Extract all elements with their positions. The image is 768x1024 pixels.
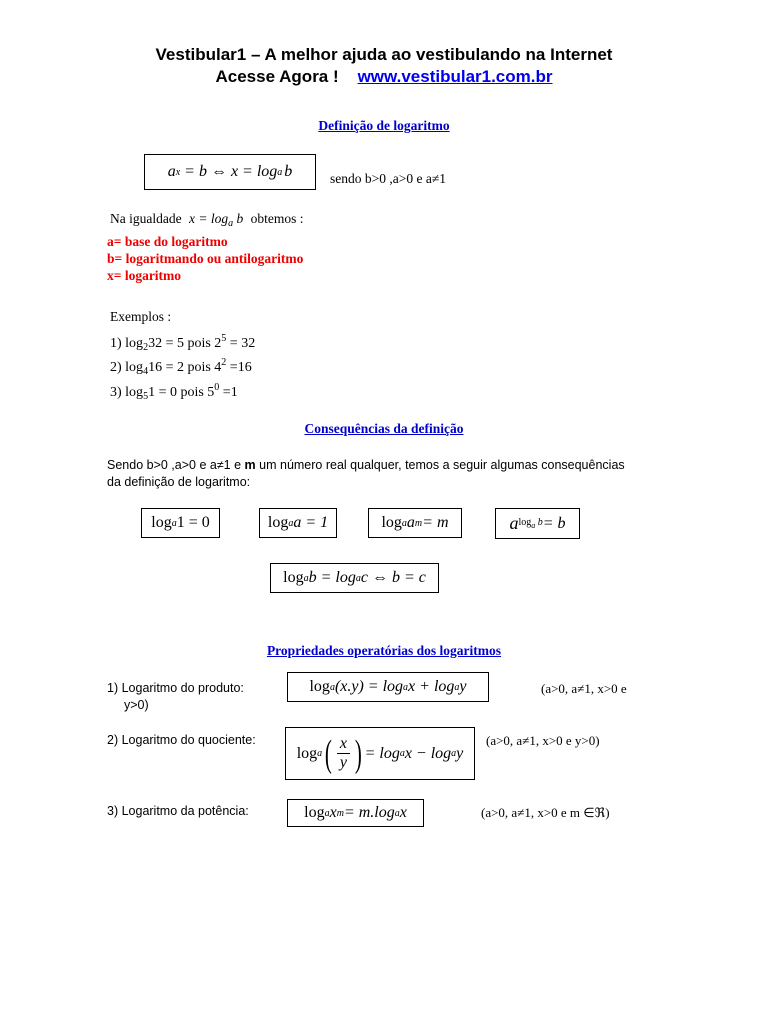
box4-rest: = b xyxy=(542,514,566,532)
box4-sup-log: log xyxy=(518,517,532,528)
p3-mid: = m.log xyxy=(343,804,395,821)
box3-sup: m xyxy=(414,517,423,529)
example-2-mid: 16 = 2 pois 4 xyxy=(148,360,222,375)
definition-condition: sendo b>0 ,a>0 e a≠1 xyxy=(330,171,446,186)
property-1-label: 1) Logaritmo do produto: xyxy=(107,681,244,695)
definition-item-b: b= logaritmando ou antilogaritmo xyxy=(107,251,304,266)
box3-sub: a xyxy=(401,517,407,529)
example-2-sup: 2 xyxy=(221,357,227,368)
example-item xyxy=(110,382,238,402)
header-title: Vestibular1 – A melhor ajuda ao vestibulando na Internet xyxy=(155,45,613,64)
box2-sub: a xyxy=(288,517,294,529)
consequences-text-line1 xyxy=(107,458,625,472)
p2-fraction xyxy=(337,735,350,772)
consequence-box-5 xyxy=(270,563,439,593)
box3-log: log xyxy=(381,514,402,531)
consequence-box-4 xyxy=(495,508,580,539)
p3-sub: a xyxy=(324,807,330,819)
property-3-condition: (a>0, a≠1, x>0 e m ∈ℜ) xyxy=(481,805,610,820)
example-item xyxy=(110,333,255,353)
p3-log: log xyxy=(304,804,325,821)
p2-mid: = log xyxy=(364,744,400,762)
example-1-mid: 32 = 5 pois 2 xyxy=(148,336,222,351)
box2-log: log xyxy=(267,514,289,531)
example-3-sup: 0 xyxy=(214,382,220,393)
box1-log: log xyxy=(151,514,172,531)
p1-sub2: a xyxy=(403,681,409,693)
box4-sup-b: b xyxy=(535,517,543,528)
box1-rest: 1 = 0 xyxy=(176,514,210,531)
consequences-text-line2: da definição de logaritmo: xyxy=(107,475,251,489)
formula-sub-a: a xyxy=(277,166,283,178)
example-2-prefix: 2) log xyxy=(110,360,144,375)
example-1-prefix: 1) log xyxy=(110,336,144,351)
example-1-sup: 5 xyxy=(221,333,227,344)
p2-numerator: x xyxy=(337,735,350,754)
igualdade-sub: a xyxy=(228,218,234,229)
consequences-title: Consequências da definição xyxy=(304,421,464,436)
example-3-mid: 1 = 0 pois 5 xyxy=(148,385,215,400)
box4-sup-sub: a xyxy=(531,521,536,530)
formula-sup-x: x xyxy=(175,166,181,178)
box5-sub2: a xyxy=(355,572,361,584)
box5-sub1: a xyxy=(303,572,309,584)
p1-sub: a xyxy=(329,681,335,693)
formula-a: a xyxy=(167,163,176,180)
igualdade-prefix: Na igualdade xyxy=(110,211,182,226)
example-1-end: = 32 xyxy=(226,336,256,351)
example-2-sub: 4 xyxy=(143,366,149,377)
consequences-text-m: m xyxy=(244,458,256,472)
box5-rest: c ⇔ b = c xyxy=(360,569,426,586)
property-3-label: 3) Logaritmo da potência: xyxy=(107,804,249,818)
p2-sub: a xyxy=(317,748,323,759)
p2-paren-left: ( xyxy=(325,732,332,775)
example-item xyxy=(110,357,252,377)
property-1-condition: (a>0, a≠1, x>0 e xyxy=(541,681,627,696)
consequences-text-part2: um número real qualquer, temos a seguir algumas consequências xyxy=(259,458,625,472)
definition-title: Definição de logaritmo xyxy=(318,118,450,133)
examples-label: Exemplos : xyxy=(110,309,172,324)
property-2-label: 2) Logaritmo do quociente: xyxy=(107,733,256,747)
example-3-sub: 5 xyxy=(143,391,149,402)
definition-item-x: x= logaritmo xyxy=(107,268,182,283)
igualdade-suffix: obtemos : xyxy=(250,211,304,226)
p1-sub3: a xyxy=(454,681,460,693)
definition-formula-box xyxy=(144,154,316,190)
consequence-box-2 xyxy=(259,508,337,538)
p2-end: y xyxy=(456,744,464,762)
properties-title: Propriedades operatórias dos logaritmos xyxy=(266,643,502,658)
property-1-condition-cont: y>0) xyxy=(124,698,149,712)
p2-sub2: a xyxy=(399,748,405,759)
p2-mid2: x − log xyxy=(404,744,452,762)
definition-item-a: a= base do logaritmo xyxy=(107,234,228,249)
example-2-end: =16 xyxy=(226,360,252,375)
p2-denominator: y xyxy=(339,754,347,771)
igualdade-formula: x = log xyxy=(188,211,229,226)
consequence-box-3 xyxy=(368,508,462,538)
p3-sup: m xyxy=(336,807,344,819)
example-3-end: =1 xyxy=(219,385,238,400)
p1-end: y xyxy=(459,678,467,695)
box3-base: a xyxy=(406,514,415,531)
consequences-text-part1: Sendo b>0 ,a>0 e a≠1 e xyxy=(107,458,242,472)
igualdade-b: b xyxy=(236,211,244,226)
p3-base: x xyxy=(329,804,337,821)
formula-b: b xyxy=(284,163,293,180)
p1-mid2: x + log xyxy=(408,678,455,695)
igualdade-line xyxy=(110,211,303,229)
box5-mid: b = log xyxy=(308,569,356,586)
property-1-formula-box xyxy=(287,672,489,702)
p2-paren-right: ) xyxy=(354,732,362,775)
property-3-formula-box xyxy=(287,799,424,827)
formula-equivalence: = b ⇔ x = log xyxy=(184,163,278,180)
header-access-text: Acesse Agora ! xyxy=(215,67,339,86)
p1-log: log xyxy=(309,678,330,695)
property-2-condition: (a>0, a≠1, x>0 e y>0) xyxy=(486,733,600,748)
consequence-box-1 xyxy=(141,508,220,538)
box1-sub: a xyxy=(171,517,177,529)
p3-end: x xyxy=(399,804,407,821)
box2-rest: a = 1 xyxy=(293,514,329,531)
box3-rest: = m xyxy=(422,514,449,531)
example-3-prefix: 3) log xyxy=(110,385,144,400)
header-access-line xyxy=(0,67,768,87)
box5-log: log xyxy=(283,569,304,586)
box4-base: a xyxy=(509,513,519,533)
example-1-sub: 2 xyxy=(143,342,149,353)
p3-sub2: a xyxy=(394,807,400,819)
property-2-formula-box xyxy=(285,727,475,780)
header-site-link[interactable]: www.vestibular1.com.br xyxy=(357,67,553,86)
p2-sub3: a xyxy=(451,748,457,759)
p2-log: log xyxy=(296,744,318,762)
p1-mid: (x.y) = log xyxy=(334,678,404,695)
